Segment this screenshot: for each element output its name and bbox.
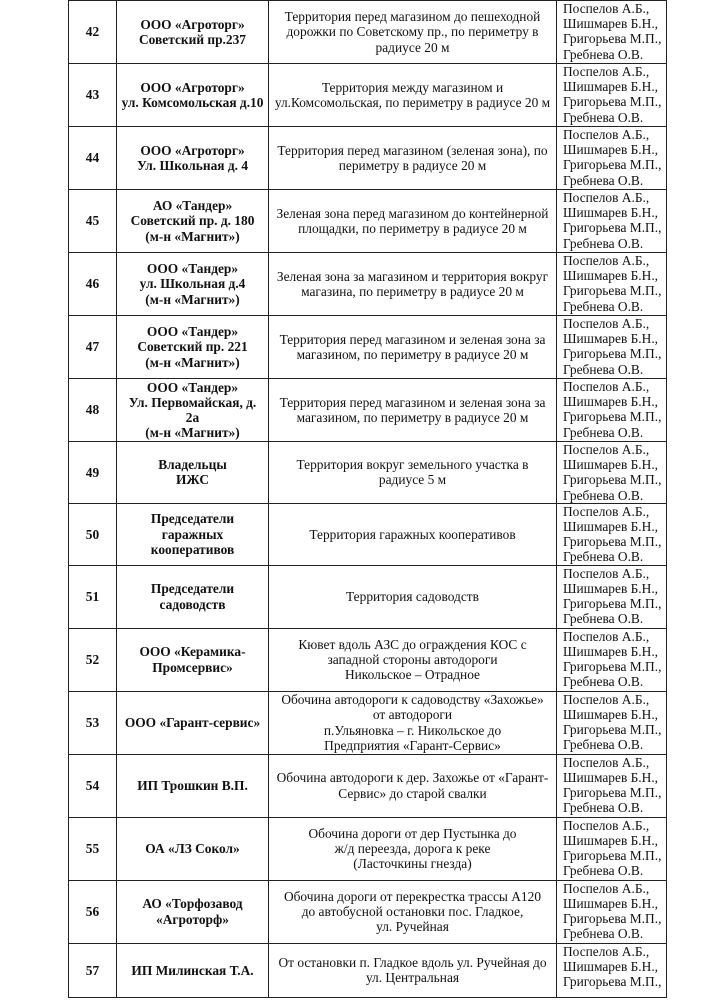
table-row — [69, 691, 667, 754]
responsible-cell-line: Шишмарев Б.Н., — [563, 394, 659, 410]
row-number: 42 — [69, 1, 117, 64]
responsible-cell-line: Шишмарев Б.Н., — [563, 519, 659, 535]
responsible-cell-line: Поспелов А.Б., — [563, 565, 650, 581]
row-number: 45 — [69, 190, 117, 253]
row-number: 51 — [69, 565, 117, 628]
organization-cell-line: ООО «Тандер» — [146, 379, 239, 395]
territory-cell-line: Обочина дороги от перекрестка трассы А120 — [283, 888, 542, 904]
responsible-cell-line: Григорьева М.П., — [563, 220, 662, 236]
territory-cell — [269, 943, 557, 997]
territory-cell-line: до автобусной остановки пос. Гладкое, — [301, 904, 524, 920]
organization-cell — [117, 565, 269, 628]
territory-cell-line: ул. Ручейная — [376, 919, 449, 935]
territory-cell-line: (Ласточкины гнезда) — [353, 856, 472, 872]
row-number: 48 — [69, 379, 117, 442]
territory-cell-line: От остановки п. Гладкое вдоль ул. Ручейная до — [278, 954, 547, 970]
organization-cell-line: ИП Милинская Т.А. — [131, 962, 254, 978]
responsible-cell-line: Поспелов А.Б., — [563, 316, 650, 331]
table-row — [69, 503, 667, 565]
territory-cell-line: радиусе 20 м — [375, 39, 450, 55]
territory-cell — [269, 127, 557, 190]
organization-cell-line: ул. Комсомольская д.10 — [121, 95, 264, 110]
responsible-cell-line: Шишмарев Б.Н., — [563, 205, 659, 221]
organization-cell-line: ул. Школьная д.4 — [139, 276, 246, 292]
responsible-cell-line: Гребнева О.В. — [563, 863, 644, 879]
responsible-cell-line: Поспелов А.Б., — [563, 253, 650, 268]
responsible-cell-line: Григорьева М.П., — [563, 596, 662, 612]
organization-cell-line: Ул. Школьная д. 4 — [136, 158, 249, 173]
table-row — [69, 628, 667, 691]
responsible-cell-line: Гребнева О.В. — [563, 737, 644, 753]
organization-cell — [117, 64, 269, 127]
organization-cell-line: АО «Тандер» — [152, 198, 233, 214]
table-row — [69, 880, 667, 943]
organization-cell-line: Советский пр. д. 180 — [130, 213, 255, 229]
organization-cell-line: «Агроторф» — [156, 911, 229, 927]
table-row — [69, 943, 667, 997]
row-number: 47 — [69, 316, 117, 379]
responsible-cell-line: Шишмарев Б.Н., — [563, 895, 659, 911]
responsible-cell-line: Гребнева О.В. — [563, 926, 644, 942]
territory-cell-line: ул. Центральная — [365, 970, 460, 986]
organization-cell — [117, 817, 269, 880]
organization-cell-line: кооперативов — [150, 541, 235, 557]
responsible-cell — [557, 442, 667, 504]
responsible-cell — [557, 190, 667, 253]
organization-cell — [117, 754, 269, 817]
organization-cell-line: ООО «Гарант-сервис» — [124, 715, 261, 731]
row-number: 49 — [69, 442, 117, 504]
territory-cell — [269, 253, 557, 316]
territory-cell-line: площадки, по периметру в радиусе 20 м — [298, 221, 527, 236]
organization-cell-line: гаражных — [161, 526, 224, 542]
territory-cell — [269, 880, 557, 943]
responsible-cell-line: Шишмарев Б.Н., — [563, 79, 659, 95]
responsible-cell-line: Григорьева М.П., — [563, 722, 662, 738]
organization-cell-line: ООО «Агроторг» — [140, 142, 245, 158]
territory-cell — [269, 64, 557, 127]
organization-cell-line: ОА «ЛЗ Сокол» — [145, 841, 240, 857]
organization-cell — [117, 442, 269, 504]
table-row — [69, 817, 667, 880]
responsible-cell-line: Шишмарев Б.Н., — [563, 643, 659, 659]
organization-cell-line: Советский пр.237 — [139, 32, 246, 47]
responsible-cell-line: Гребнева О.В. — [563, 298, 644, 314]
territory-cell — [269, 316, 557, 379]
responsible-cell-line: Григорьева М.П., — [563, 785, 662, 801]
responsible-cell-line: Григорьева М.П., — [563, 157, 662, 173]
responsible-cell-line: Поспелов А.Б., — [563, 442, 650, 457]
responsible-cell-line: Гребнева О.В. — [563, 800, 644, 816]
responsible-cell-line: Гребнева О.В. — [563, 487, 644, 503]
responsible-cell-line: Поспелов А.Б., — [563, 943, 650, 959]
territory-cell-line: магазина, по периметру в радиусе 20 м — [301, 284, 524, 299]
territory-cell-line: дорожки по Советскому пр., по периметру в — [286, 24, 539, 40]
responsible-cell-line: Шишмарев Б.Н., — [563, 268, 659, 284]
responsible-cell-line: Григорьева М.П., — [563, 409, 662, 425]
responsible-cell-line: Гребнева О.В. — [563, 172, 644, 188]
responsible-cell — [557, 379, 667, 442]
responsible-cell — [557, 503, 667, 565]
organization-cell — [117, 253, 269, 316]
responsible-cell-line: Шишмарев Б.Н., — [563, 580, 659, 596]
territory-cell-line: Территория гаражных кооперативов — [309, 526, 516, 542]
organization-cell-line: Советский пр. 221 — [137, 339, 248, 355]
responsible-cell-line: Шишмарев Б.Н., — [563, 457, 659, 473]
responsible-cell-line: Поспелов А.Б., — [563, 754, 650, 770]
responsible-cell-line: Гребнева О.В. — [563, 109, 644, 125]
territory-cell-line: Обочина автодороги к садоводству «Захожье» — [281, 692, 544, 708]
responsible-cell-line: Григорьева М.П., — [563, 283, 662, 299]
responsible-cell-line: Григорьева М.П., — [563, 94, 662, 110]
organization-cell — [117, 1, 269, 64]
row-number: 57 — [69, 943, 117, 997]
organization-cell-line: ООО «Керамика- — [139, 644, 246, 660]
row-number: 53 — [69, 691, 117, 754]
responsible-cell-line: Шишмарев Б.Н., — [563, 16, 659, 32]
organization-cell-line: ООО «Агроторг» — [140, 16, 245, 32]
territory-cell-line: Зеленая зона за магазином и территория вокруг — [276, 268, 549, 284]
responsible-cell — [557, 565, 667, 628]
responsible-cell-line: Шишмарев Б.Н., — [563, 832, 659, 848]
organization-cell-line: ИЖС — [176, 472, 209, 488]
responsible-cell — [557, 253, 667, 316]
responsible-cell — [557, 628, 667, 691]
organization-cell-line: Председатели — [150, 581, 235, 597]
responsible-cell-line: Поспелов А.Б., — [563, 64, 650, 79]
responsible-cell-line: Гребнева О.В. — [563, 611, 644, 627]
responsible-cell-line: Григорьева М.П., — [563, 848, 662, 864]
responsible-cell-line: Шишмарев Б.Н., — [563, 142, 659, 158]
table-row — [69, 64, 667, 127]
organization-cell-line: ООО «Агроторг» — [140, 79, 245, 95]
responsible-cell-line: Григорьева М.П., — [563, 659, 662, 675]
responsible-cell — [557, 817, 667, 880]
responsible-cell — [557, 880, 667, 943]
territory-cell — [269, 503, 557, 565]
row-number: 52 — [69, 628, 117, 691]
table-body — [69, 1, 667, 998]
responsible-cell-line: Поспелов А.Б., — [563, 880, 650, 896]
territory-cell-line: Предприятия «Гарант-Сервис» — [324, 737, 501, 753]
organization-cell-line: Владельцы — [158, 457, 227, 473]
table-row — [69, 316, 667, 379]
responsible-cell — [557, 943, 667, 997]
organization-cell — [117, 691, 269, 754]
organization-cell-line: АО «Торфозавод — [142, 896, 243, 912]
assignment-table — [68, 0, 667, 998]
table-row — [69, 253, 667, 316]
row-number: 46 — [69, 253, 117, 316]
territory-cell-line: Сервис» до старой свалки — [338, 785, 487, 801]
territory-cell — [269, 1, 557, 64]
responsible-cell-line: Григорьева М.П., — [563, 911, 662, 927]
territory-cell-line: ж/д переезда, дорога к реке — [334, 841, 491, 857]
organization-cell — [117, 127, 269, 190]
row-number: 50 — [69, 503, 117, 565]
territory-cell-line: магазином, по периметру в радиусе 20 м — [296, 410, 529, 425]
responsible-cell-line: Гребнева О.В. — [563, 235, 644, 251]
organization-cell-line: (м-н «Магнит») — [145, 228, 240, 244]
territory-cell-line: Обочина автодороги к дер. Захожье от «Гарант- — [276, 770, 549, 786]
responsible-cell-line: Гребнева О.В. — [563, 424, 644, 440]
organization-cell — [117, 190, 269, 253]
responsible-cell-line: Григорьева М.П., — [563, 472, 662, 488]
responsible-cell-line: Поспелов А.Б., — [563, 628, 650, 644]
territory-cell-line: Территория перед магазином до пешеходной — [284, 9, 541, 25]
row-number: 54 — [69, 754, 117, 817]
territory-cell-line: Территория вокруг земельного участка в — [296, 457, 529, 473]
table-row — [69, 127, 667, 190]
responsible-cell-line: Поспелов А.Б., — [563, 127, 650, 142]
territory-cell — [269, 190, 557, 253]
territory-cell-line: ул.Комсомольская, по периметру в радиусе 20 м — [274, 95, 551, 110]
organization-cell-line: ООО «Тандер» — [146, 261, 239, 277]
responsible-cell-line: Гребнева О.В. — [563, 46, 644, 62]
territory-cell-line: Территория между магазином и — [321, 79, 504, 95]
organization-cell-line: (м-н «Магнит») — [145, 354, 240, 370]
organization-cell — [117, 316, 269, 379]
territory-cell — [269, 379, 557, 442]
table-row — [69, 190, 667, 253]
territory-cell-line: магазином, по периметру в радиусе 20 м — [296, 347, 529, 362]
responsible-cell — [557, 64, 667, 127]
responsible-cell — [557, 316, 667, 379]
responsible-cell-line: Григорьева М.П., — [563, 346, 662, 362]
organization-cell-line: садоводств — [159, 596, 226, 612]
responsible-cell-line: Григорьева М.П., — [563, 534, 662, 550]
territory-cell — [269, 565, 557, 628]
responsible-cell-line: Гребнева О.В. — [563, 674, 644, 690]
territory-cell-line: Зеленая зона перед магазином до контейнерной — [276, 205, 549, 221]
territory-cell-line: Территория перед магазином (зеленая зона), по — [277, 142, 548, 158]
organization-cell-line: Председатели — [150, 511, 235, 527]
responsible-cell-line: Поспелов А.Б., — [563, 817, 650, 833]
document-page — [68, 0, 666, 998]
row-number: 44 — [69, 127, 117, 190]
territory-cell-line: п.Ульяновка – г. Никольское до — [323, 722, 502, 738]
table-row — [69, 379, 667, 442]
responsible-cell-line: Шишмарев Б.Н., — [563, 706, 659, 722]
organization-cell-line: (м-н «Магнит») — [145, 425, 240, 441]
responsible-cell-line: Гребнева О.В. — [563, 361, 644, 377]
organization-cell-line: ИП Трошкин В.П. — [137, 778, 248, 794]
organization-cell-line: (м-н «Магнит») — [145, 291, 240, 307]
territory-cell — [269, 691, 557, 754]
table-row — [69, 565, 667, 628]
organization-cell — [117, 880, 269, 943]
responsible-cell — [557, 1, 667, 64]
territory-cell-line: Территория перед магазином и зеленая зона за — [279, 331, 546, 347]
table-row — [69, 442, 667, 504]
territory-cell-line: Территория садоводств — [346, 589, 479, 605]
territory-cell-line: Территория перед магазином и зеленая зона за — [279, 394, 546, 410]
responsible-cell-line: Шишмарев Б.Н., — [563, 331, 659, 347]
organization-cell — [117, 379, 269, 442]
organization-cell — [117, 503, 269, 565]
row-number: 43 — [69, 64, 117, 127]
responsible-cell-line: Поспелов А.Б., — [563, 691, 650, 707]
territory-cell — [269, 442, 557, 504]
territory-cell-line: западной стороны автодороги — [327, 652, 498, 668]
organization-cell — [117, 943, 269, 997]
responsible-cell-line: Григорьева М.П., — [563, 974, 662, 990]
responsible-cell-line: Поспелов А.Б., — [563, 503, 650, 519]
organization-cell — [117, 628, 269, 691]
territory-cell-line: Обочина дороги от дер Пустынка до — [308, 825, 517, 841]
territory-cell-line: Никольское – Отрадное — [344, 667, 481, 683]
table-row — [69, 1, 667, 64]
territory-cell-line: от автодороги — [372, 707, 453, 723]
responsible-cell-line: Поспелов А.Б., — [563, 379, 650, 394]
organization-cell-line: Промсервис» — [152, 659, 233, 675]
responsible-cell — [557, 127, 667, 190]
organization-cell-line: Ул. Первомайская, д. 2а — [128, 394, 257, 425]
organization-cell-line: ООО «Тандер» — [146, 324, 239, 340]
territory-cell-line: Кювет вдоль АЗС до ограждения КОС с — [298, 636, 527, 652]
row-number: 56 — [69, 880, 117, 943]
responsible-cell-line: Шишмарев Б.Н., — [563, 769, 659, 785]
row-number: 55 — [69, 817, 117, 880]
territory-cell — [269, 628, 557, 691]
territory-cell — [269, 817, 557, 880]
responsible-cell-line: Шишмарев Б.Н., — [563, 958, 659, 974]
responsible-cell-line: Поспелов А.Б., — [563, 190, 650, 205]
territory-cell-line: периметру в радиусе 20 м — [338, 158, 487, 173]
responsible-cell-line: Гребнева О.В. — [563, 549, 644, 565]
table-row — [69, 754, 667, 817]
responsible-cell-line: Поспелов А.Б., — [563, 1, 650, 16]
territory-cell-line: радиусе 5 м — [378, 472, 447, 488]
responsible-cell-line: Григорьева М.П., — [563, 31, 662, 47]
territory-cell — [269, 754, 557, 817]
responsible-cell — [557, 691, 667, 754]
responsible-cell — [557, 754, 667, 817]
